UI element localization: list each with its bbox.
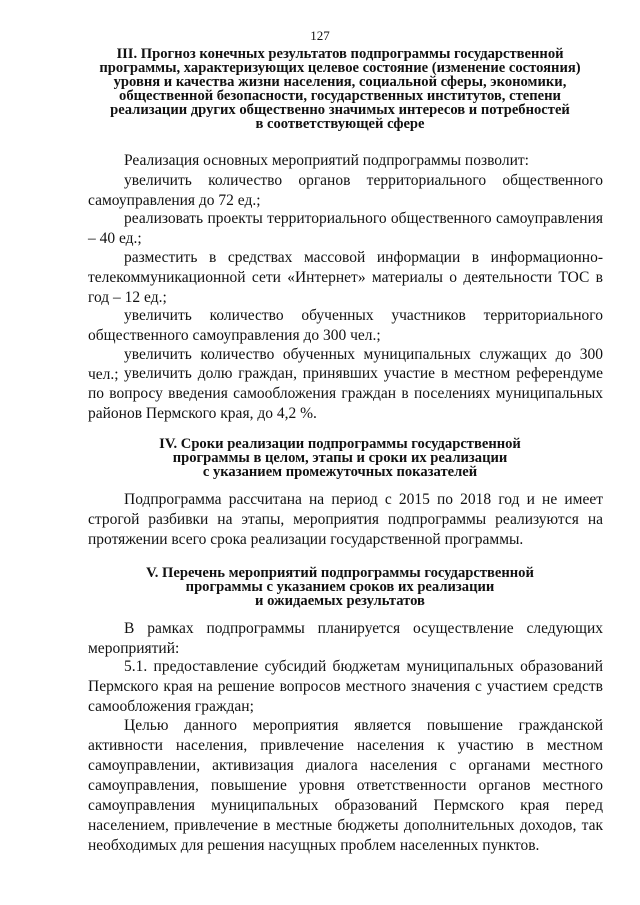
heading-line: программы в целом, этапы и сроки их реализации [172,450,508,466]
paragraph: увеличить количество органов территориального общественного самоуправления до 72 ед.; [88,172,603,209]
heading-line: реализации других общественно значимых интересов и потребностей [110,102,570,118]
heading-line: V. Перечень мероприятий подпрограммы государственной [146,565,534,581]
paragraph: Реализация основных мероприятий подпрограммы позволит: [124,152,529,169]
heading-line: с указанием промежуточных показателей [202,464,478,480]
heading-line: IV. Сроки реализации подпрограммы государственной [159,436,521,452]
heading-line: программы, характеризующих целевое состояние (изменение состояния) [99,60,581,76]
heading-line: в соответствующей сфере [255,116,425,132]
heading-line: общественной безопасности, государственных институтов, степени [119,88,561,104]
paragraph: увеличить долю граждан, принявших участие в местном референдуме по вопросу введения самообложения граждан в поселениях муниципальных районов Пермского края, до 4,2 %. [88,365,603,422]
paragraph: разместить в средствах массовой информации в информационно-телекоммуникационной сети «Интернет» материалы о деятельности ТОС в год – 12 ед.; [88,249,603,306]
heading-line: и ожидаемых результатов [255,593,425,609]
paragraph: Подпрограмма рассчитана на период с 2015 по 2018 год и не имеет строгой разбивки на этапы, мероприятия подпрограммы реализуются на протяжении всего срока реализации государственной программы. [88,491,603,548]
section-3-heading [70,47,610,131]
heading-line: III. Прогноз конечных результатов подпрограммы государственной [116,46,564,62]
section-4-heading [70,437,610,479]
paragraph: В рамках подпрограммы планируется осуществление следующих мероприятий: [88,620,603,657]
page-number: 127 [310,28,330,43]
paragraph: увеличить количество обученных муниципальных служащих до 300 чел.; [88,346,603,383]
section-5-heading [70,566,610,608]
heading-line: уровня и качества жизни населения, социальной сферы, экономики, [113,74,567,90]
paragraph: реализовать проекты территориального общественного самоуправления – 40 ед.; [88,210,603,247]
paragraph: Целью данного мероприятия является повышение гражданской активности населения, привлечение населения к участию в местном самоуправлении, активизация диалога населения с органами местного самоуправления, повышение уровня ответственности органов местного самоуправления муниципальных образований Пермского края перед населением, привлечение в местные бюджеты дополнительных доходов, так необходимых для решения насущных проблем населенных пунктов. [88,717,603,854]
paragraph: 5.1. предоставление субсидий бюджетам муниципальных образований Пермского края на решение вопросов местного значения с участием средств самообложения граждан; [88,658,603,715]
paragraph: увеличить количество обученных участников территориального общественного самоуправления до 300 чел.; [88,307,603,344]
heading-line: программы с указанием сроков их реализации [185,579,495,595]
